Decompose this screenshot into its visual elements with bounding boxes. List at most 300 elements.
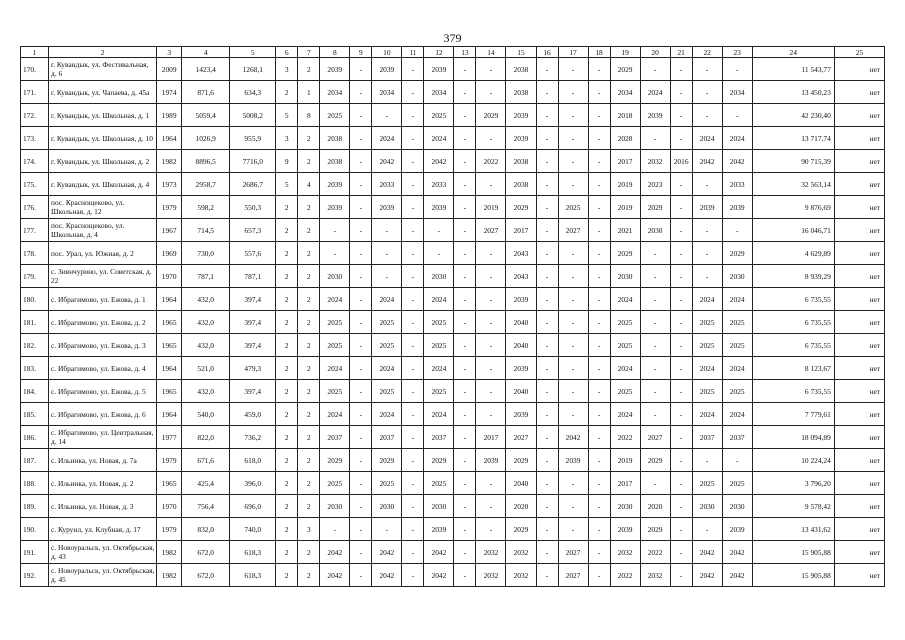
table-cell: -: [454, 196, 476, 219]
table-cell: -: [402, 127, 424, 150]
table-cell: 2025: [692, 311, 722, 334]
table-cell: 8 939,29: [752, 265, 834, 288]
table-cell: 2024: [722, 357, 752, 380]
table-cell: 787,1: [182, 265, 230, 288]
table-cell: нет: [834, 265, 884, 288]
table-cell: 2: [298, 288, 320, 311]
table-cell: -: [402, 541, 424, 564]
table-cell: 2039: [692, 196, 722, 219]
table-cell: 2024: [424, 357, 454, 380]
table-cell: 2025: [320, 334, 350, 357]
table-cell: 397,4: [230, 288, 276, 311]
table-cell: 2: [276, 564, 298, 587]
column-header: 6: [276, 47, 298, 58]
table-cell: 397,4: [230, 380, 276, 403]
table-cell: -: [476, 265, 506, 288]
table-cell: -: [476, 127, 506, 150]
table-cell: 2: [298, 311, 320, 334]
table-cell: -: [588, 426, 610, 449]
table-cell: 2034: [424, 81, 454, 104]
table-cell: 2025: [610, 334, 640, 357]
table-cell: 2029: [424, 449, 454, 472]
table-cell: -: [454, 104, 476, 127]
column-header: 21: [670, 47, 692, 58]
table-cell: -: [424, 219, 454, 242]
table-cell: 2027: [640, 426, 670, 449]
table-cell: 459,0: [230, 403, 276, 426]
table-cell: -: [350, 58, 372, 81]
table-cell: 2042: [722, 564, 752, 587]
table-cell: 2024: [372, 127, 402, 150]
table-cell: -: [640, 127, 670, 150]
table-cell: г. Кувандык, ул. Школьная, д. 4: [49, 173, 157, 196]
table-cell: 2039: [476, 449, 506, 472]
table-cell: 2020: [640, 495, 670, 518]
column-header: 24: [752, 47, 834, 58]
table-cell: нет: [834, 426, 884, 449]
table-cell: -: [476, 495, 506, 518]
column-header: 17: [558, 47, 588, 58]
table-cell: 2038: [320, 127, 350, 150]
table-cell: -: [558, 357, 588, 380]
table-row: [21, 265, 885, 288]
table-cell: 189.: [21, 495, 49, 518]
table-cell: -: [402, 81, 424, 104]
table-cell: 736,2: [230, 426, 276, 449]
table-cell: 2039: [506, 104, 536, 127]
table-cell: 2029: [722, 242, 752, 265]
table-cell: 2: [298, 426, 320, 449]
table-cell: 2037: [320, 426, 350, 449]
table-cell: нет: [834, 81, 884, 104]
table-cell: 1423,4: [182, 58, 230, 81]
table-cell: -: [320, 219, 350, 242]
table-cell: 2042: [692, 541, 722, 564]
table-cell: 2020: [506, 495, 536, 518]
table-cell: -: [476, 472, 506, 495]
table-row: [21, 288, 885, 311]
table-cell: 2025: [320, 472, 350, 495]
table-cell: 2022: [640, 541, 670, 564]
table-cell: 2017: [476, 426, 506, 449]
table-cell: -: [476, 242, 506, 265]
table-cell: 2032: [610, 541, 640, 564]
table-cell: 9 876,69: [752, 196, 834, 219]
table-cell: 176.: [21, 196, 49, 219]
table-cell: -: [558, 81, 588, 104]
table-cell: 2022: [610, 426, 640, 449]
table-cell: 2: [276, 449, 298, 472]
table-cell: 183.: [21, 357, 49, 380]
table-cell: -: [536, 288, 558, 311]
column-header: 16: [536, 47, 558, 58]
table-cell: 2009: [157, 58, 182, 81]
table-row: [21, 196, 885, 219]
table-cell: -: [402, 219, 424, 242]
table-cell: -: [350, 518, 372, 541]
table-cell: -: [722, 449, 752, 472]
table-cell: 634,3: [230, 81, 276, 104]
table-cell: -: [692, 265, 722, 288]
table-cell: -: [402, 334, 424, 357]
table-cell: 2042: [320, 541, 350, 564]
table-cell: 2030: [640, 219, 670, 242]
table-cell: -: [536, 426, 558, 449]
table-cell: 2033: [722, 173, 752, 196]
table-cell: -: [476, 288, 506, 311]
table-cell: 2023: [640, 173, 670, 196]
table-cell: -: [402, 449, 424, 472]
table-cell: 2025: [692, 380, 722, 403]
table-cell: 1970: [157, 265, 182, 288]
table-cell: -: [536, 219, 558, 242]
table-cell: -: [670, 334, 692, 357]
table-cell: нет: [834, 449, 884, 472]
table-cell: -: [350, 81, 372, 104]
table-cell: -: [670, 173, 692, 196]
table-cell: -: [588, 518, 610, 541]
table-cell: -: [558, 265, 588, 288]
table-cell: 2024: [692, 403, 722, 426]
table-cell: 1979: [157, 449, 182, 472]
table-cell: 2: [276, 472, 298, 495]
table-cell: 2: [276, 81, 298, 104]
table-cell: нет: [834, 380, 884, 403]
table-cell: 2: [276, 219, 298, 242]
table-cell: 2039: [722, 196, 752, 219]
table-cell: 2025: [424, 334, 454, 357]
table-cell: -: [640, 357, 670, 380]
table-cell: 2958,7: [182, 173, 230, 196]
table-cell: 2: [298, 265, 320, 288]
table-cell: 7 779,61: [752, 403, 834, 426]
table-cell: -: [350, 426, 372, 449]
table-cell: 696,0: [230, 495, 276, 518]
table-cell: с. Новоуральск, ул. Октябрьская, д. 43: [49, 541, 157, 564]
column-header: 5: [230, 47, 276, 58]
table-cell: нет: [834, 564, 884, 587]
table-cell: -: [402, 495, 424, 518]
table-cell: 13 450,23: [752, 81, 834, 104]
table-cell: 2034: [372, 81, 402, 104]
table-cell: 2024: [610, 288, 640, 311]
table-cell: 2: [276, 242, 298, 265]
table-cell: -: [558, 380, 588, 403]
table-cell: -: [670, 81, 692, 104]
table-cell: -: [424, 242, 454, 265]
table-row: [21, 219, 885, 242]
table-cell: нет: [834, 173, 884, 196]
table-cell: -: [640, 472, 670, 495]
table-cell: -: [454, 495, 476, 518]
table-cell: г. Кувандык, ул. Школьная, д. 2: [49, 150, 157, 173]
table-cell: нет: [834, 311, 884, 334]
table-cell: 2: [298, 449, 320, 472]
table-cell: 3 796,20: [752, 472, 834, 495]
table-cell: 2024: [320, 288, 350, 311]
table-cell: -: [536, 127, 558, 150]
table-cell: пос. Краснощеково, ул. Школьная, д. 12: [49, 196, 157, 219]
table-cell: 432,0: [182, 380, 230, 403]
table-cell: -: [640, 288, 670, 311]
table-cell: нет: [834, 472, 884, 495]
table-cell: 2042: [722, 150, 752, 173]
table-cell: -: [558, 518, 588, 541]
table-row: [21, 334, 885, 357]
table-cell: 5: [276, 104, 298, 127]
table-cell: 2030: [424, 265, 454, 288]
table-cell: 2042: [372, 564, 402, 587]
table-cell: 2: [276, 380, 298, 403]
table-cell: -: [670, 58, 692, 81]
table-cell: 3: [276, 127, 298, 150]
table-cell: -: [476, 81, 506, 104]
table-cell: -: [402, 564, 424, 587]
table-cell: 2: [298, 150, 320, 173]
table-cell: 2039: [722, 518, 752, 541]
table-cell: 2024: [320, 357, 350, 380]
table-cell: -: [692, 242, 722, 265]
table-cell: -: [536, 541, 558, 564]
table-cell: -: [588, 58, 610, 81]
table-cell: -: [588, 173, 610, 196]
table-cell: -: [670, 380, 692, 403]
table-cell: -: [402, 403, 424, 426]
table-cell: 2039: [424, 518, 454, 541]
table-cell: 2030: [722, 495, 752, 518]
table-cell: с. Ибрагимово, ул. Ежова, д. 3: [49, 334, 157, 357]
column-header: 13: [454, 47, 476, 58]
table-cell: -: [454, 472, 476, 495]
table-cell: -: [692, 81, 722, 104]
table-cell: 2: [298, 564, 320, 587]
table-cell: 432,0: [182, 334, 230, 357]
table-cell: 2029: [372, 449, 402, 472]
column-header: 8: [320, 47, 350, 58]
table-cell: 2024: [722, 127, 752, 150]
table-row: [21, 426, 885, 449]
table-cell: 2025: [372, 380, 402, 403]
table-cell: 598,2: [182, 196, 230, 219]
table-cell: 2030: [320, 495, 350, 518]
table-cell: -: [454, 334, 476, 357]
table-cell: 2024: [424, 288, 454, 311]
table-cell: -: [350, 265, 372, 288]
table-cell: -: [670, 449, 692, 472]
table-cell: 2025: [610, 311, 640, 334]
column-header: 7: [298, 47, 320, 58]
table-cell: 2021: [610, 219, 640, 242]
table-cell: 6 735,55: [752, 288, 834, 311]
table-cell: 1965: [157, 311, 182, 334]
table-cell: -: [536, 518, 558, 541]
column-header: 11: [402, 47, 424, 58]
table-cell: пос. Урал, ул. Южная, д. 2: [49, 242, 157, 265]
table-cell: 2024: [424, 403, 454, 426]
table-cell: 1977: [157, 426, 182, 449]
table-cell: 2034: [320, 81, 350, 104]
table-cell: с. Куруил, ул. Клубная, д. 17: [49, 518, 157, 541]
table-cell: 8896,5: [182, 150, 230, 173]
table-cell: 177.: [21, 219, 49, 242]
table-cell: с. Новоуральск, ул. Октябрьская, д. 45: [49, 564, 157, 587]
table-cell: -: [350, 472, 372, 495]
table-cell: 2022: [610, 564, 640, 587]
table-cell: 2032: [640, 150, 670, 173]
table-cell: -: [402, 357, 424, 380]
table-cell: 190.: [21, 518, 49, 541]
table-cell: 2042: [320, 564, 350, 587]
table-row: [21, 311, 885, 334]
table-cell: -: [372, 104, 402, 127]
table-cell: -: [670, 196, 692, 219]
table-cell: 2033: [424, 173, 454, 196]
table-row: [21, 518, 885, 541]
column-header: 3: [157, 47, 182, 58]
table-cell: -: [588, 380, 610, 403]
table-cell: -: [588, 81, 610, 104]
table-cell: нет: [834, 196, 884, 219]
table-cell: 2: [298, 58, 320, 81]
table-cell: 171.: [21, 81, 49, 104]
table-cell: 2025: [722, 311, 752, 334]
column-header: 10: [372, 47, 402, 58]
table-cell: 2019: [610, 196, 640, 219]
table-cell: 175.: [21, 173, 49, 196]
table-cell: -: [454, 127, 476, 150]
table-cell: 2039: [424, 196, 454, 219]
table-cell: 1964: [157, 357, 182, 380]
table-cell: 178.: [21, 242, 49, 265]
table-cell: -: [372, 219, 402, 242]
table-cell: 2039: [506, 127, 536, 150]
column-header: 4: [182, 47, 230, 58]
table-cell: -: [350, 196, 372, 219]
table-cell: 2025: [424, 104, 454, 127]
table-cell: -: [350, 334, 372, 357]
table-cell: 521,0: [182, 357, 230, 380]
table-cell: -: [476, 380, 506, 403]
table-cell: 672,0: [182, 541, 230, 564]
table-cell: 2: [276, 196, 298, 219]
table-cell: 425,4: [182, 472, 230, 495]
table-cell: 2042: [424, 150, 454, 173]
table-cell: -: [454, 173, 476, 196]
table-cell: 557,6: [230, 242, 276, 265]
table-cell: 2025: [372, 472, 402, 495]
table-cell: 479,3: [230, 357, 276, 380]
table-cell: 4 629,89: [752, 242, 834, 265]
table-cell: 2: [298, 541, 320, 564]
table-cell: -: [402, 311, 424, 334]
table-cell: 2: [298, 334, 320, 357]
table-cell: 2037: [372, 426, 402, 449]
table-cell: 2024: [372, 357, 402, 380]
table-cell: -: [402, 58, 424, 81]
table-cell: 32 563,14: [752, 173, 834, 196]
table-cell: 550,3: [230, 196, 276, 219]
table-cell: -: [558, 173, 588, 196]
table-cell: -: [372, 242, 402, 265]
table-cell: 15 905,88: [752, 564, 834, 587]
table-cell: 180.: [21, 288, 49, 311]
table-row: [21, 403, 885, 426]
table-cell: -: [692, 104, 722, 127]
table-cell: -: [454, 150, 476, 173]
table-cell: 822,0: [182, 426, 230, 449]
table-cell: -: [640, 242, 670, 265]
table-cell: 15 905,88: [752, 541, 834, 564]
table-cell: 1964: [157, 403, 182, 426]
table-cell: 2025: [320, 380, 350, 403]
table-row: [21, 58, 885, 81]
table-cell: 2: [276, 426, 298, 449]
table-cell: -: [476, 173, 506, 196]
column-header: 1: [21, 47, 49, 58]
table-cell: -: [640, 311, 670, 334]
table-cell: нет: [834, 150, 884, 173]
table-cell: 2: [298, 403, 320, 426]
table-cell: 671,6: [182, 449, 230, 472]
table-cell: 2042: [372, 150, 402, 173]
table-cell: 2037: [424, 426, 454, 449]
table-cell: -: [670, 127, 692, 150]
table-cell: 2: [276, 403, 298, 426]
table-cell: -: [536, 81, 558, 104]
table-cell: 2040: [506, 311, 536, 334]
header-row: [21, 47, 885, 58]
table-cell: 2027: [476, 219, 506, 242]
table-cell: 2022: [476, 150, 506, 173]
table-cell: 2032: [476, 541, 506, 564]
column-header: 12: [424, 47, 454, 58]
table-cell: -: [558, 242, 588, 265]
table-row: [21, 380, 885, 403]
table-cell: с. Ибрагимово, ул. Центральная, д. 14: [49, 426, 157, 449]
table-cell: 2025: [320, 311, 350, 334]
table-cell: 2025: [692, 334, 722, 357]
table-cell: нет: [834, 104, 884, 127]
table-cell: 2025: [610, 380, 640, 403]
table-cell: 618,3: [230, 541, 276, 564]
table-cell: -: [670, 403, 692, 426]
table-cell: 2016: [670, 150, 692, 173]
table-cell: 2042: [558, 426, 588, 449]
table-cell: 2024: [424, 127, 454, 150]
data-table: [20, 46, 885, 587]
table-cell: -: [350, 219, 372, 242]
table-cell: 2029: [476, 104, 506, 127]
table-cell: 11 543,77: [752, 58, 834, 81]
table-cell: 1965: [157, 334, 182, 357]
table-cell: 2039: [558, 449, 588, 472]
table-cell: нет: [834, 518, 884, 541]
table-cell: 2039: [372, 58, 402, 81]
table-cell: -: [536, 472, 558, 495]
table-cell: 1973: [157, 173, 182, 196]
table-cell: 2017: [506, 219, 536, 242]
table-cell: -: [476, 334, 506, 357]
table-cell: 540,0: [182, 403, 230, 426]
table-cell: с. Ибрагимово, ул. Ежова, д. 4: [49, 357, 157, 380]
table-cell: -: [476, 311, 506, 334]
table-cell: 2: [276, 541, 298, 564]
table-cell: -: [350, 357, 372, 380]
table-cell: 2038: [320, 150, 350, 173]
table-cell: 2025: [320, 104, 350, 127]
table-cell: -: [722, 58, 752, 81]
table-cell: 2040: [506, 472, 536, 495]
